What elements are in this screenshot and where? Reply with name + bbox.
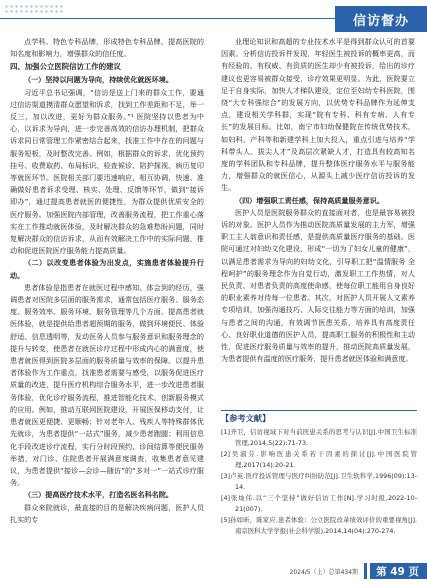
reference-item: [5]孙如昕，陈家应.患者体验：公立医院改革绩效评价的重要视角[J].南京医科大学学报(社会科学版),2014,14(04):270-274. bbox=[221, 516, 417, 535]
subheading: （三）提高医疗技术水平，打造名医名科名院。 bbox=[24, 490, 173, 500]
reference-item: [2]吴淑芬.影响医患关系若干因素的探讨[J].中国医院管理,2017(14):20-21. bbox=[221, 450, 417, 469]
paragraph: 医护人员是医院服务群众的直接面对者，也是最容易被投诉的对象。医护人员作为推动医院高质量发展的主力军，增强职工主人翁意识和责任感，是提供高质量医疗服务的基础。医院可通过对妇幼文化建设，形成“一切为了妇女儿童的健康”，以满足患者需求为导向的妇幼文化，引导职工把“温情服务 全程呵护”的服务理念作为自觉行动，激发职工工作热情，对人民负责、对患者负责的高度使命感，使每位职工能用自身良好的职业素养对待每一位患者。其次，对医护人员开展人文素养专项培训，加强沟通技巧、人际交往能力等方面的培训，加强与患者之间的沟通，有效调节医患关系，培养具有高度责任心、良好职业道德的医护人员，提高职工服务的积极性和主动性，促进医疗服务质量与效率的提升，推动医院高质量发展，为患者提供有温度的医疗服务，提升患者就医体验和满意度。 bbox=[221, 207, 415, 364]
paragraph: 群众来院就诊，最直接的目的是解决疾病问题，医护人员扎实的专 bbox=[10, 502, 204, 524]
section-title: 信访督办 bbox=[335, 6, 427, 32]
references-title: 【参考文献】 bbox=[221, 413, 271, 423]
reference-item: [4]张灿伟.以“三个坚持”做好信访工作[N].学习时报,2022-10-21(007). bbox=[221, 494, 417, 513]
right-column bbox=[221, 36, 415, 365]
dot-pattern-decoration bbox=[4, 4, 64, 14]
paragraph: 点学科、特色专科品牌，形成特色专科品牌，提高医院的知名度和影响力，增强群众的信任度。 bbox=[10, 37, 204, 59]
issue-label: 2024/5（上）总第434期 bbox=[289, 568, 359, 576]
page-number: 第 49 页 bbox=[370, 563, 427, 579]
page-footer bbox=[290, 563, 427, 579]
subheading: （四）增强职工责任感，保持高质量服务意识。 bbox=[235, 195, 384, 205]
references-list bbox=[221, 427, 417, 537]
reference-item: [3]卢英.医疗投诉管理与医疗纠纷防范[J].卫生软科学,1996(09):13-14. bbox=[221, 472, 417, 491]
left-column bbox=[10, 36, 204, 526]
paragraph: 患者体验是指患者在就医过程中感知、体会到的经历，强调患者对医院多层面的服务需求，通常包括医疗服务、服务态度、服务效率、服务环境、服务管理等几个方面。提高患者就医体验，就是提供给患者超预期的服务，做到环境便民、体验舒适、信息透明等，发动医务人员参与服务意识和服务理念的提升与转变，使患者在就医诊疗过程中形成内心的满意度，使患者就医得到医院多层面的服务质量与效率的保障。以提升患者体验作为工作重点，找准患者需要与感受，以服务促进医疗质量的改进，提升医疗机构综合服务水平，进一步改进患者服务体验，优化诊疗服务流程，推进智能化技术、创新服务模式的应用。例如，推动互联网医院建设，开展医保移动支付，让患者就医更便捷、更顺畅；针对老年人、残疾人等特殊群体优先就诊，为患者提供“一站式”服务，减少患者跑腿；利用信息化手段改进诊疗流程，实行分时段预约、诊间结算等便民服务举措，对门诊、住院患者开展满意度调查，收集患者意见建议，为患者提供“接诊—会诊—随访”的“多对一”一站式诊疗服务。 bbox=[10, 282, 204, 488]
section-heading: 四、加强公立医院信访工作的建议 bbox=[10, 62, 121, 72]
paragraph: 习近平总书记强调，“信访是送上门来的群众工作，要通过信访渠道摸清群众愿望和诉求，找到工作差距和不足，举一反三、加以改进，更好为群众服务。”¹ 医院坚持以患者为中心，以诉求为导向，进一步完善高效的信访办理机制，把群众诉求同日常管理工作紧密结合起来，找准工作中存在的问题与服务短板，及时整改完善。例如，根据群众的诉求，优化预约挂号、收费取药、布局标识、检查候诊、陪护探视、病历复印等就医环节。医院相关部门要迅速响应，相互协调，快速、准确做好患者诉求受理、核实、处理、反馈等环节，做到“接诉即办”，通过提高患者就医的便捷性，为群众提供优质安全的医疗服务。加强医院内部管理，改善服务流程，把工作重心落实在工作推动就医体验，及时解决群众的急难愁盼问题，同时复解决群众的信访诉求，从而有效解决工作中的实际问题，推动和促进医院医疗服务能力提高质量。 bbox=[10, 87, 204, 256]
subheading: （二）以改变患者体验为出发点，实施患者体验提升行动。 bbox=[10, 258, 204, 280]
header-rule bbox=[0, 18, 335, 19]
footer-bar-decoration bbox=[364, 563, 367, 579]
references-section bbox=[221, 410, 417, 537]
reference-item: [1]齐卫，信访视域下对当前医患关系的思考与认识[J].中国卫生标准管理,2014,5(22):71-73. bbox=[221, 428, 417, 447]
paragraph: 业理论知识和高超的专业技术水平是得到群众认可的首要因素。分析信访投诉件发现，年轻医生被投诉的概率更高，而有经验的、有权威、有资质的医生却少有被投诉，给出的诊疗建议也更容易被群众接受，诊疗效果更明显。为此，医院要立足于自身实际，加快人才梯队建设，定位至妇幼专科医院，围绕“大专科强综合”的发展方向，以优势专科品牌作为延伸支点，建设相关学科群，实现“院有专科、科有专病、人有专长”的发展目标。比如，南宁市妇幼保健院在传统优势技术，如妇科、产科等和新建学科上加大投入，重点引进与培养“学科带头人、拔尖人才”及高层次紧缺人才，打造具有较高知名度的学科团队和专科品牌，提升整体医疗服务水平与服务能力，增强群众的就医信心，从源头上减少医疗信访投诉的发生。 bbox=[221, 37, 415, 193]
subheading: （一）坚持以问题为导向，持续优化就医环境。 bbox=[24, 75, 173, 85]
